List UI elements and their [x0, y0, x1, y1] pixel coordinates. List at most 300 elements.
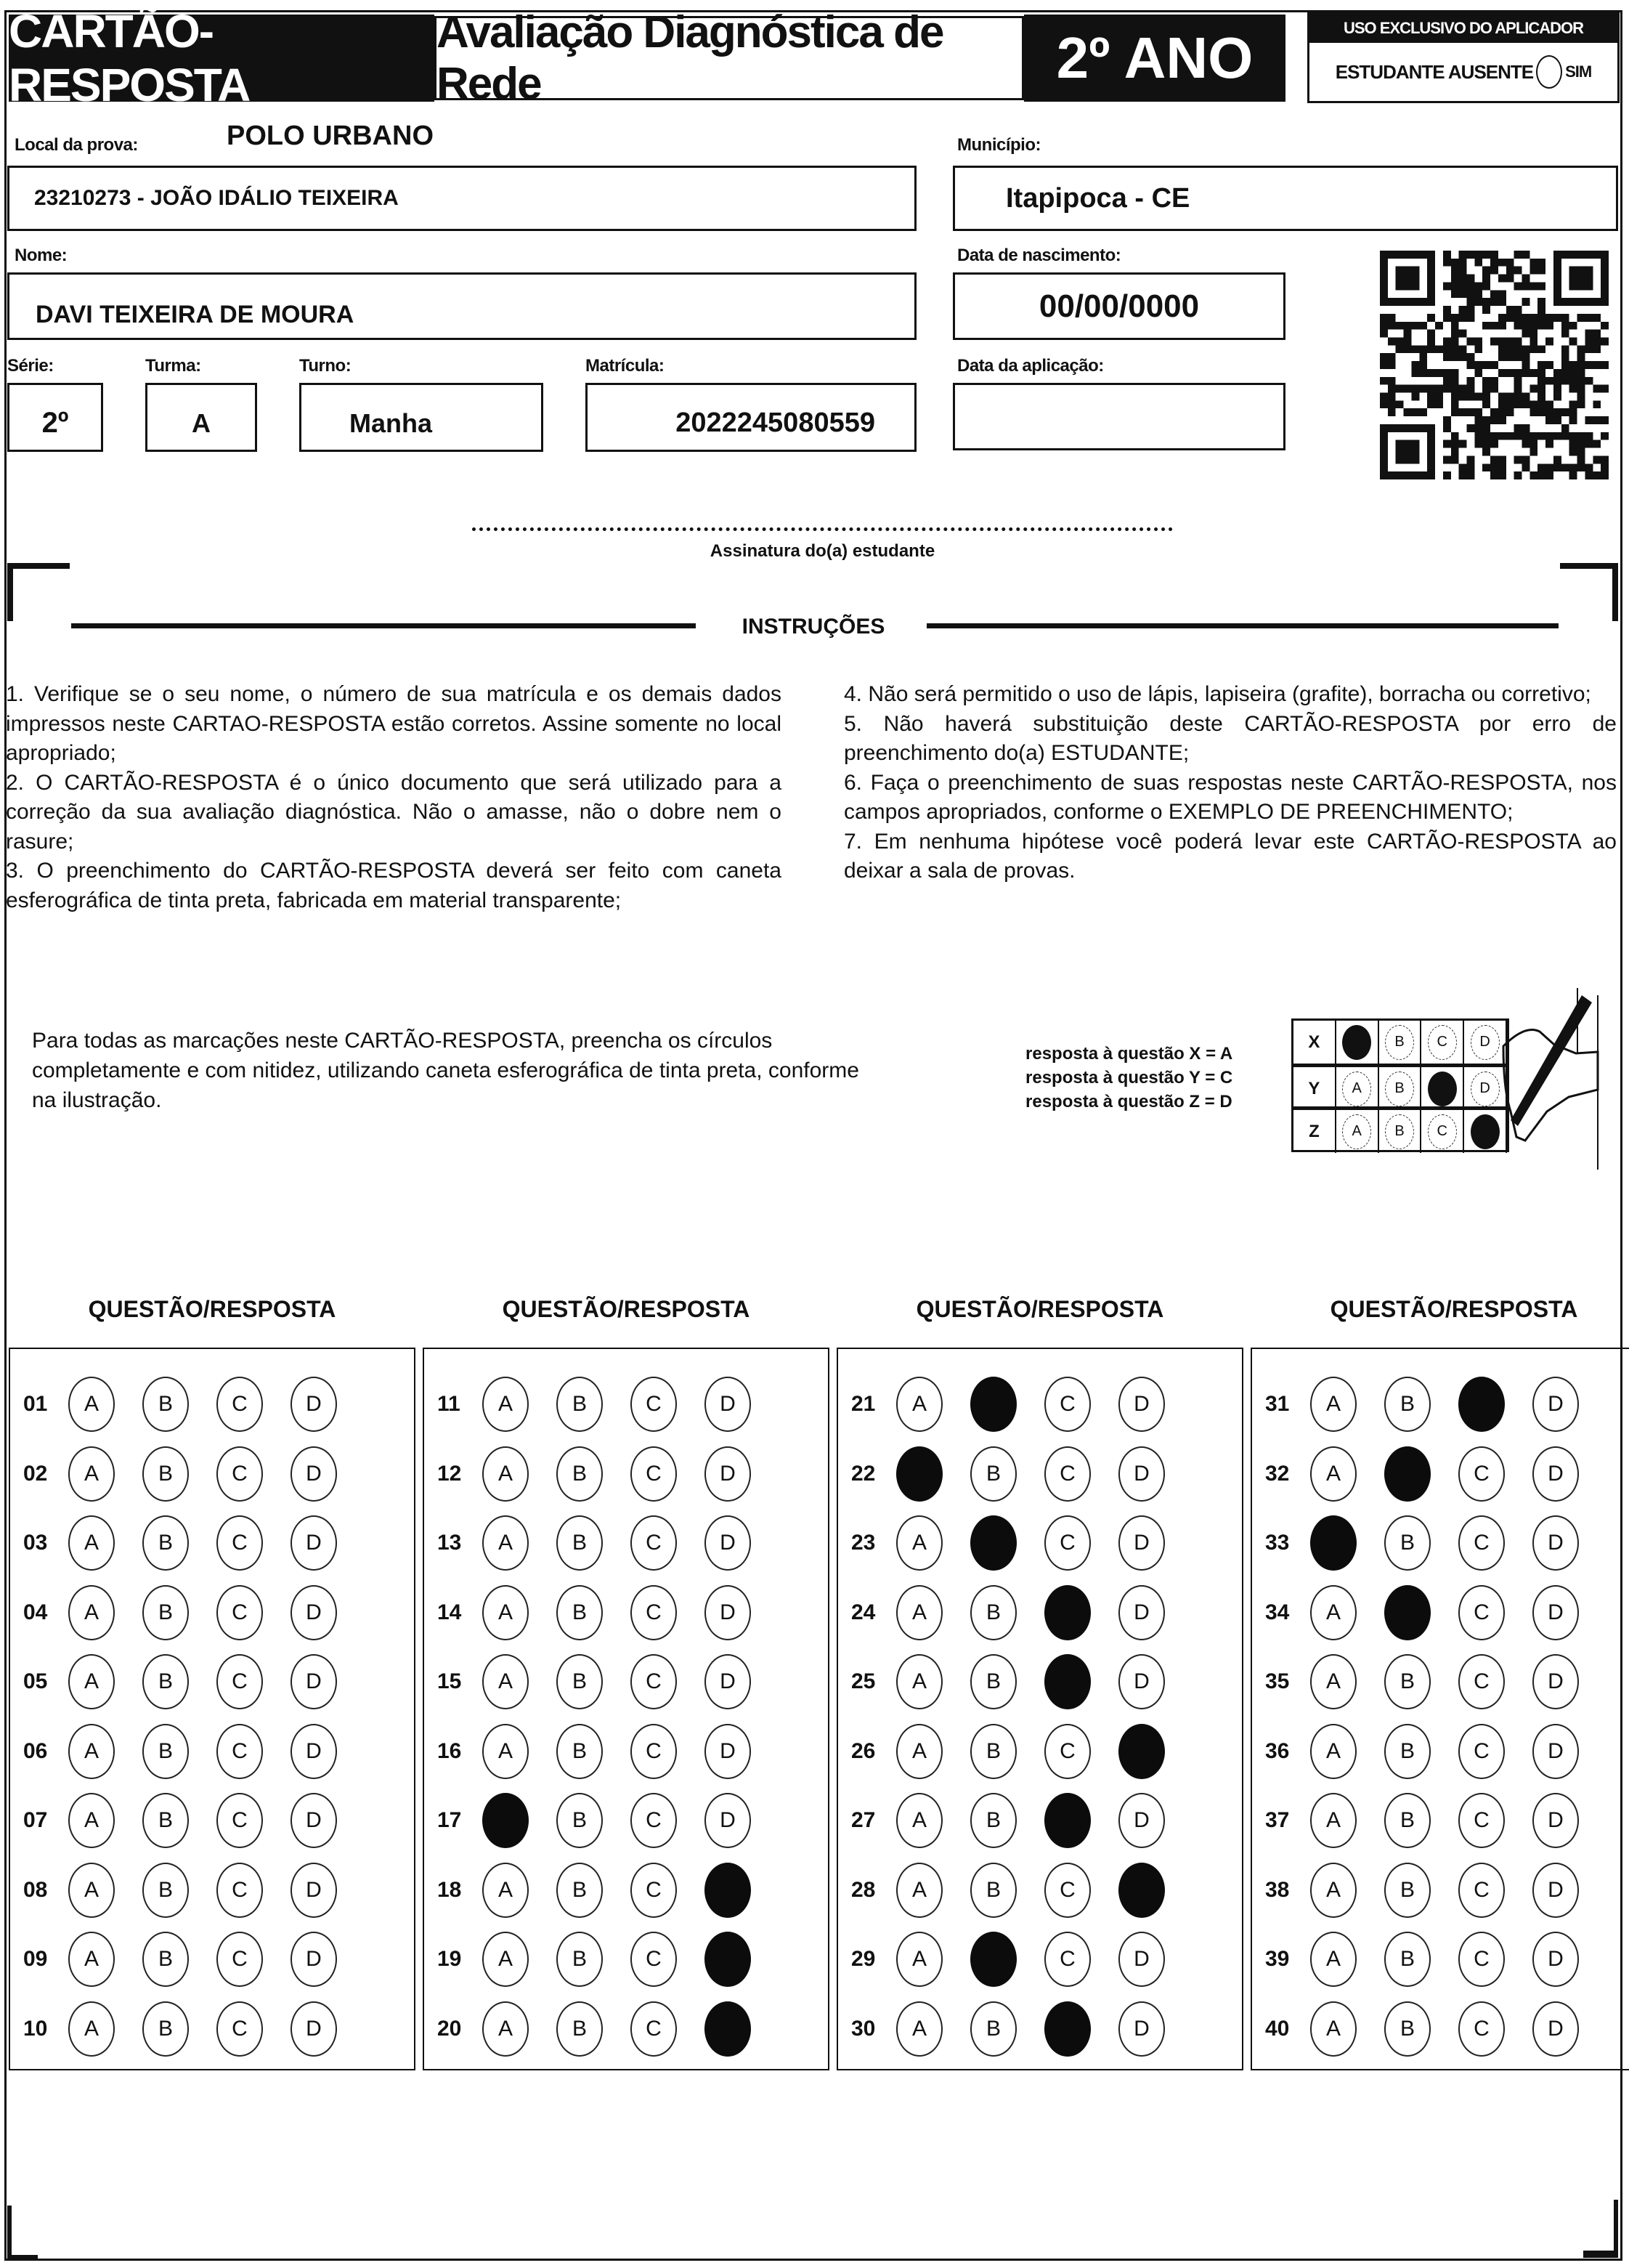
qr-module: [1396, 400, 1404, 408]
qr-module: [1404, 322, 1412, 330]
qr-module: [1569, 408, 1577, 416]
option-bubble-c[interactable]: C: [1044, 1932, 1091, 1987]
example-row-label: Y: [1293, 1067, 1336, 1110]
option-bubble-a[interactable]: A: [896, 1654, 943, 1709]
qr-module: [1537, 377, 1545, 385]
option-bubble-d[interactable]: D: [704, 1654, 751, 1709]
example-grid: [1291, 1018, 1509, 1152]
option-bubble-c[interactable]: C: [1044, 1377, 1091, 1432]
option-bubble-d[interactable]: D: [1532, 1377, 1579, 1432]
qr-module: [1474, 345, 1482, 353]
qr-module: [1514, 282, 1522, 290]
option-bubble-c[interactable]: C: [1458, 1724, 1505, 1779]
qr-module: [1490, 337, 1498, 345]
option-bubble-b[interactable]: B: [556, 2001, 603, 2057]
qr-module: [1530, 385, 1537, 393]
qr-module: [1601, 385, 1609, 393]
option-bubble-d[interactable]: D: [1118, 1515, 1165, 1571]
option-bubble-c[interactable]: C: [216, 1446, 263, 1502]
qr-module: [1443, 259, 1451, 267]
option-bubble-a[interactable]: A: [896, 1793, 943, 1848]
qr-module: [1561, 424, 1569, 432]
option-bubble-d[interactable]: D: [704, 1793, 751, 1848]
qr-module: [1451, 267, 1459, 275]
qr-module: [1585, 377, 1593, 385]
option-bubble-d[interactable]: D: [291, 1724, 337, 1779]
qr-module: [1490, 432, 1498, 440]
question-number: 29: [851, 1947, 876, 1971]
option-bubble-c[interactable]: C: [1458, 1932, 1505, 1987]
qr-module: [1506, 408, 1514, 416]
corner-mark-bottom-left: [7, 2255, 38, 2261]
option-bubble-b[interactable]: B: [970, 1585, 1017, 1640]
qr-module: [1553, 377, 1561, 385]
option-bubble-b[interactable]: B: [1384, 1377, 1431, 1432]
option-bubble-d[interactable]: D: [1532, 1515, 1579, 1571]
option-bubble-c[interactable]: C: [1458, 1585, 1505, 1640]
option-bubble-a[interactable]: A: [482, 1585, 529, 1640]
option-bubble-c[interactable]: C: [1458, 2001, 1505, 2057]
option-bubble-b[interactable]: B: [970, 1724, 1017, 1779]
question-row: [1252, 1791, 1606, 1850]
option-bubble-d[interactable]: [704, 1863, 751, 1918]
signature-line[interactable]: [472, 527, 1173, 531]
option-bubble-b[interactable]: [970, 1377, 1017, 1432]
qr-module: [1443, 345, 1451, 353]
option-bubble-b[interactable]: B: [970, 1793, 1017, 1848]
qr-module: [1435, 322, 1443, 330]
qr-module: [1388, 361, 1396, 369]
qr-module: [1435, 345, 1443, 353]
qr-module: [1474, 361, 1482, 369]
qr-module: [1537, 361, 1545, 369]
qr-module: [1443, 471, 1451, 479]
option-bubble-a[interactable]: A: [68, 1654, 115, 1709]
qr-module: [1482, 416, 1490, 424]
option-bubble-d[interactable]: D: [704, 1724, 751, 1779]
question-number: 14: [437, 1600, 462, 1624]
option-bubble-c[interactable]: C: [630, 1654, 677, 1709]
qr-module: [1545, 408, 1553, 416]
option-bubble-b[interactable]: B: [1384, 1793, 1431, 1848]
option-bubble-b[interactable]: B: [142, 1863, 189, 1918]
option-bubble-c[interactable]: [1044, 1654, 1091, 1709]
grade-value: 2º: [41, 407, 69, 439]
option-bubble-c[interactable]: C: [216, 1932, 263, 1987]
option-bubble-d[interactable]: D: [1532, 1724, 1579, 1779]
question-number: 12: [437, 1461, 462, 1486]
qr-module: [1522, 440, 1530, 448]
question-number: 39: [1265, 1947, 1290, 1971]
qr-module: [1569, 440, 1577, 448]
qr-module: [1498, 322, 1506, 330]
qr-module: [1474, 424, 1482, 432]
option-bubble-d[interactable]: D: [1532, 1654, 1579, 1709]
qr-module: [1553, 432, 1561, 440]
option-bubble-b[interactable]: B: [142, 1932, 189, 1987]
option-bubble-a[interactable]: A: [68, 1793, 115, 1848]
qr-module: [1506, 275, 1514, 283]
instruction-1: 1. Verifique se o seu nome, o número de sua matrícula e os demais dados impressos neste CARTAO-RESPOSTA estão corretos. Assine somente no local apropriado;: [6, 682, 781, 765]
qr-module: [1498, 408, 1506, 416]
option-bubble-d[interactable]: D: [1118, 1654, 1165, 1709]
qr-module: [1569, 385, 1577, 393]
question-number: 31: [1265, 1392, 1290, 1416]
option-bubble-a[interactable]: A: [896, 1863, 943, 1918]
option-bubble-d[interactable]: D: [1118, 2001, 1165, 2057]
evaluation-title-text: Avaliação Diagnóstica de Rede: [436, 7, 943, 109]
option-bubble-c[interactable]: C: [1044, 1724, 1091, 1779]
option-bubble-c[interactable]: C: [630, 1377, 677, 1432]
qr-module: [1498, 314, 1506, 322]
option-bubble-c[interactable]: C: [630, 1793, 677, 1848]
option-bubble-d[interactable]: [704, 2001, 751, 2057]
option-bubble-a[interactable]: A: [68, 1377, 115, 1432]
municipality-field: [953, 166, 1618, 231]
qr-module: [1474, 432, 1482, 440]
qr-module: [1601, 416, 1609, 424]
option-bubble-b[interactable]: B: [142, 2001, 189, 2057]
qr-module: [1530, 282, 1537, 290]
question-row: [424, 2000, 779, 2058]
qr-module: [1506, 432, 1514, 440]
option-bubble-c[interactable]: C: [630, 1515, 677, 1571]
option-bubble-a[interactable]: A: [482, 2001, 529, 2057]
qr-module: [1537, 400, 1545, 408]
option-bubble-d[interactable]: D: [1118, 1446, 1165, 1502]
option-bubble-d[interactable]: D: [1118, 1377, 1165, 1432]
qr-module: [1537, 471, 1545, 479]
option-bubble-c[interactable]: [1044, 2001, 1091, 2057]
option-bubble-a[interactable]: A: [896, 1377, 943, 1432]
qr-module: [1498, 463, 1506, 471]
example-bubble: D: [1471, 1072, 1500, 1106]
qr-module: [1514, 306, 1522, 314]
qr-module: [1490, 463, 1498, 471]
option-bubble-c[interactable]: C: [216, 1724, 263, 1779]
question-number: 32: [1265, 1461, 1290, 1486]
option-bubble-b[interactable]: B: [556, 1585, 603, 1640]
option-bubble-b[interactable]: B: [142, 1446, 189, 1502]
qr-module: [1530, 259, 1537, 267]
option-bubble-d[interactable]: D: [704, 1446, 751, 1502]
option-bubble-c[interactable]: [1458, 1377, 1505, 1432]
qr-module: [1530, 408, 1537, 416]
option-bubble-d[interactable]: D: [291, 1793, 337, 1848]
option-bubble-d[interactable]: D: [1118, 1793, 1165, 1848]
option-bubble-d[interactable]: D: [704, 1515, 751, 1571]
option-bubble-d[interactable]: [704, 1932, 751, 1987]
option-bubble-d[interactable]: D: [1532, 1793, 1579, 1848]
option-bubble-a[interactable]: A: [1310, 1932, 1357, 1987]
option-bubble-b[interactable]: B: [142, 1724, 189, 1779]
option-bubble-d[interactable]: [1118, 1863, 1165, 1918]
option-bubble-c[interactable]: C: [216, 1377, 263, 1432]
qr-module: [1577, 400, 1585, 408]
example-cell: [1379, 1067, 1422, 1110]
qr-module: [1482, 298, 1490, 306]
option-bubble-d[interactable]: [1118, 1724, 1165, 1779]
school-value: 23210273 - JOÃO IDÁLIO TEIXEIRA: [34, 186, 399, 210]
option-bubble-c[interactable]: C: [1044, 1515, 1091, 1571]
option-bubble-d[interactable]: D: [291, 1515, 337, 1571]
option-bubble-a[interactable]: A: [1310, 1446, 1357, 1502]
qr-module: [1498, 432, 1506, 440]
option-bubble-d[interactable]: D: [291, 1377, 337, 1432]
qr-module: [1459, 408, 1467, 416]
qr-module: [1569, 416, 1577, 424]
qr-module: [1482, 448, 1490, 456]
option-bubble-b[interactable]: B: [142, 1654, 189, 1709]
option-bubble-c[interactable]: C: [216, 1585, 263, 1640]
option-bubble-d[interactable]: D: [1532, 1585, 1579, 1640]
option-bubble-c[interactable]: C: [1458, 1515, 1505, 1571]
option-bubble-a[interactable]: A: [482, 1863, 529, 1918]
option-bubble-c[interactable]: C: [216, 1863, 263, 1918]
option-bubble-b[interactable]: B: [556, 1515, 603, 1571]
qr-module: [1522, 455, 1530, 463]
qr-module: [1537, 322, 1545, 330]
option-bubble-b[interactable]: B: [1384, 2001, 1431, 2057]
option-bubble-d[interactable]: D: [291, 1654, 337, 1709]
qr-module: [1490, 322, 1498, 330]
option-bubble-b[interactable]: B: [556, 1932, 603, 1987]
option-bubble-d[interactable]: D: [291, 1863, 337, 1918]
qr-module: [1404, 345, 1412, 353]
option-bubble-b[interactable]: B: [556, 1724, 603, 1779]
option-bubble-d[interactable]: D: [291, 1446, 337, 1502]
option-bubble-b[interactable]: B: [556, 1793, 603, 1848]
qr-finder: [1396, 267, 1420, 291]
qr-module: [1459, 282, 1467, 290]
qr-module: [1443, 282, 1451, 290]
option-bubble-c[interactable]: C: [630, 1446, 677, 1502]
question-row: [10, 1722, 365, 1781]
option-bubble-a[interactable]: A: [1310, 1585, 1357, 1640]
example-legend-x: resposta à questão X = A: [1025, 1044, 1233, 1064]
option-bubble-a[interactable]: A: [68, 1446, 115, 1502]
qr-module: [1459, 345, 1467, 353]
option-bubble-a[interactable]: A: [482, 1446, 529, 1502]
option-bubble-a[interactable]: A: [896, 1724, 943, 1779]
qr-module: [1569, 337, 1577, 345]
qr-module: [1404, 330, 1412, 338]
option-bubble-a[interactable]: A: [482, 1377, 529, 1432]
question-row: [1252, 1514, 1606, 1572]
option-bubble-b[interactable]: B: [970, 2001, 1017, 2057]
option-bubble-b[interactable]: B: [142, 1377, 189, 1432]
qr-module: [1585, 432, 1593, 440]
option-bubble-c[interactable]: C: [216, 1654, 263, 1709]
qr-module: [1451, 314, 1459, 322]
question-row: [1252, 1930, 1606, 1988]
option-bubble-c[interactable]: C: [1044, 1863, 1091, 1918]
option-bubble-d[interactable]: D: [291, 2001, 337, 2057]
option-bubble-d[interactable]: D: [1532, 1932, 1579, 1987]
option-bubble-a[interactable]: A: [896, 1932, 943, 1987]
option-bubble-b[interactable]: B: [556, 1446, 603, 1502]
applicator-box: [1307, 12, 1620, 103]
option-bubble-a[interactable]: [1310, 1515, 1357, 1571]
option-bubble-a[interactable]: A: [68, 1724, 115, 1779]
option-bubble-a[interactable]: A: [896, 1585, 943, 1640]
option-bubble-b[interactable]: B: [1384, 1724, 1431, 1779]
option-bubble-a[interactable]: A: [482, 1654, 529, 1709]
option-bubble-c[interactable]: C: [630, 1932, 677, 1987]
option-bubble-c[interactable]: C: [216, 1515, 263, 1571]
qr-module: [1585, 463, 1593, 471]
option-bubble-a[interactable]: A: [482, 1932, 529, 1987]
option-bubble-a[interactable]: [482, 1793, 529, 1848]
qr-module: [1530, 314, 1537, 322]
question-number: 02: [23, 1461, 48, 1486]
option-bubble-b[interactable]: B: [556, 1863, 603, 1918]
qr-module: [1514, 377, 1522, 385]
option-bubble-d[interactable]: D: [704, 1585, 751, 1640]
qr-module: [1411, 369, 1419, 377]
qr-module: [1537, 298, 1545, 306]
option-bubble-d[interactable]: D: [291, 1585, 337, 1640]
question-number: 28: [851, 1877, 876, 1902]
option-bubble-c[interactable]: [1044, 1585, 1091, 1640]
qr-module: [1530, 448, 1537, 456]
qr-module: [1380, 314, 1388, 322]
qr-module: [1451, 345, 1459, 353]
qr-module: [1443, 353, 1451, 361]
option-bubble-a[interactable]: A: [482, 1724, 529, 1779]
instructions-title: INSTRUÇÕES: [742, 615, 885, 639]
qr-module: [1577, 361, 1585, 369]
option-bubble-d[interactable]: D: [1532, 1863, 1579, 1918]
qr-module: [1466, 337, 1474, 345]
year-label: [1024, 15, 1285, 102]
option-bubble-a[interactable]: A: [68, 1585, 115, 1640]
option-bubble-c[interactable]: C: [630, 2001, 677, 2057]
qr-module: [1514, 385, 1522, 393]
option-bubble-b[interactable]: [970, 1515, 1017, 1571]
option-bubble-a[interactable]: A: [1310, 1793, 1357, 1848]
option-bubble-a[interactable]: A: [1310, 1654, 1357, 1709]
option-bubble-b[interactable]: B: [1384, 1654, 1431, 1709]
option-bubble-d[interactable]: D: [1118, 1585, 1165, 1640]
qr-module: [1601, 322, 1609, 330]
option-bubble-b[interactable]: B: [142, 1515, 189, 1571]
option-bubble-b[interactable]: B: [142, 1585, 189, 1640]
option-bubble-a[interactable]: A: [896, 1515, 943, 1571]
option-bubble-c[interactable]: C: [1044, 1446, 1091, 1502]
question-number: 01: [23, 1392, 48, 1416]
option-bubble-a[interactable]: A: [68, 1863, 115, 1918]
qr-module: [1561, 463, 1569, 471]
option-bubble-c[interactable]: C: [1458, 1654, 1505, 1709]
corner-mark-top-left-v: [7, 563, 13, 621]
qr-module: [1474, 369, 1482, 377]
option-bubble-c[interactable]: C: [216, 2001, 263, 2057]
option-bubble-d[interactable]: D: [1118, 1932, 1165, 1987]
option-bubble-b[interactable]: B: [1384, 1863, 1431, 1918]
qr-module: [1443, 455, 1451, 463]
qr-module: [1466, 282, 1474, 290]
qr-module: [1427, 345, 1435, 353]
option-bubble-a[interactable]: A: [1310, 2001, 1357, 2057]
option-bubble-a[interactable]: A: [1310, 1863, 1357, 1918]
question-column-header: QUESTÃO/RESPOSTA: [916, 1296, 1164, 1322]
qr-code: [1380, 251, 1609, 479]
option-bubble-c[interactable]: C: [1458, 1863, 1505, 1918]
question-row: [10, 1445, 365, 1503]
option-bubble-c[interactable]: C: [1458, 1446, 1505, 1502]
option-bubble-b[interactable]: [1384, 1446, 1431, 1502]
option-bubble-a[interactable]: A: [68, 2001, 115, 2057]
option-bubble-b[interactable]: B: [970, 1863, 1017, 1918]
option-bubble-c[interactable]: C: [216, 1793, 263, 1848]
option-bubble-c[interactable]: [1044, 1793, 1091, 1848]
option-bubble-a[interactable]: A: [1310, 1377, 1357, 1432]
question-number: 25: [851, 1669, 876, 1693]
qr-module: [1585, 345, 1593, 353]
option-bubble-a[interactable]: A: [68, 1932, 115, 1987]
example-bubble: C: [1428, 1025, 1457, 1060]
option-bubble-d[interactable]: D: [1532, 1446, 1579, 1502]
question-number: 06: [23, 1738, 48, 1763]
question-number: 36: [1265, 1738, 1290, 1763]
option-bubble-c[interactable]: C: [630, 1585, 677, 1640]
option-bubble-c[interactable]: C: [1458, 1793, 1505, 1848]
qr-module: [1522, 314, 1530, 322]
option-bubble-d[interactable]: D: [291, 1932, 337, 1987]
instruction-2: 2. O CARTÃO-RESPOSTA é o único documento que será utilizado para a correção da sua avaliação diagnóstica. Não o amasse, não o dobre nem o rasure;: [6, 770, 781, 854]
qr-module: [1459, 251, 1467, 259]
option-bubble-d[interactable]: D: [1532, 2001, 1579, 2057]
option-bubble-b[interactable]: B: [556, 1654, 603, 1709]
option-bubble-d[interactable]: D: [704, 1377, 751, 1432]
qr-module: [1482, 385, 1490, 393]
option-bubble-b[interactable]: B: [970, 1446, 1017, 1502]
qr-module: [1490, 440, 1498, 448]
question-column-header: QUESTÃO/RESPOSTA: [88, 1296, 336, 1322]
question-row: [838, 2000, 1193, 2058]
qr-module: [1482, 361, 1490, 369]
enrollment-label: Matrícula:: [585, 356, 665, 376]
qr-module: [1451, 455, 1459, 463]
option-bubble-a[interactable]: A: [482, 1515, 529, 1571]
option-bubble-b[interactable]: [1384, 1585, 1431, 1640]
option-bubble-b[interactable]: B: [556, 1377, 603, 1432]
option-bubble-b[interactable]: B: [970, 1654, 1017, 1709]
qr-module: [1427, 337, 1435, 345]
option-bubble-a[interactable]: [896, 1446, 943, 1502]
question-number: 11: [437, 1392, 460, 1416]
option-bubble-c[interactable]: C: [630, 1724, 677, 1779]
qr-module: [1498, 259, 1506, 267]
option-bubble-b[interactable]: B: [142, 1793, 189, 1848]
option-bubble-a[interactable]: A: [896, 2001, 943, 2057]
qr-module: [1466, 455, 1474, 463]
qr-module: [1514, 251, 1522, 259]
absent-bubble[interactable]: [1536, 55, 1562, 89]
qr-module: [1474, 290, 1482, 298]
option-bubble-b[interactable]: B: [1384, 1515, 1431, 1571]
option-bubble-c[interactable]: C: [630, 1863, 677, 1918]
qr-module: [1498, 369, 1506, 377]
qr-module: [1577, 393, 1585, 401]
option-bubble-b[interactable]: [970, 1932, 1017, 1987]
option-bubble-a[interactable]: A: [68, 1515, 115, 1571]
option-bubble-a[interactable]: A: [1310, 1724, 1357, 1779]
qr-module: [1498, 416, 1506, 424]
qr-module: [1585, 314, 1593, 322]
option-bubble-b[interactable]: B: [1384, 1932, 1431, 1987]
